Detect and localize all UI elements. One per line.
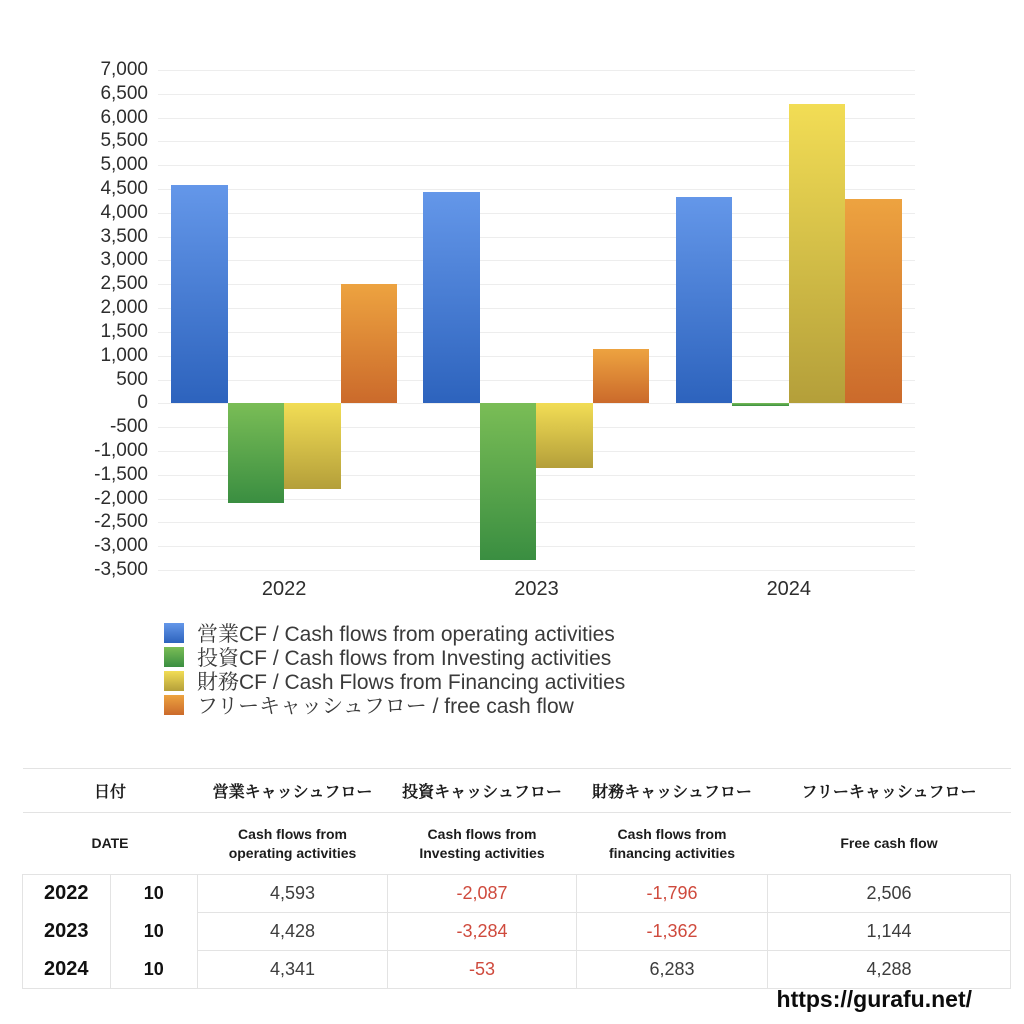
bar-group-2022 — [158, 70, 410, 570]
y-axis-tick-label: 0 — [137, 392, 148, 414]
legend-label: 財務CF / Cash Flows from Financing activities — [197, 671, 626, 694]
bar — [593, 349, 650, 403]
table-header-jp: 投資キャッシュフロー — [388, 769, 577, 813]
cell-value: 6,283 — [577, 951, 768, 989]
y-axis-tick-label: 3,500 — [100, 225, 148, 247]
site-url: https://gurafu.net/ — [776, 986, 972, 1012]
y-axis-labels — [0, 59, 148, 580]
y-axis-tick-label: 1,500 — [100, 320, 148, 342]
bar — [480, 403, 537, 559]
legend-item — [164, 693, 625, 717]
y-axis-tick-label: -1,500 — [94, 463, 148, 485]
x-axis-tick-label: 2023 — [514, 578, 559, 600]
cell-value: 4,341 — [198, 951, 388, 989]
cell-month: 10 — [110, 875, 198, 913]
table-header-en: Free cash flow — [768, 813, 1011, 875]
y-axis-tick-label: -3,000 — [94, 535, 148, 557]
cell-month: 10 — [110, 913, 198, 951]
y-axis-tick-label: -1,000 — [94, 439, 148, 461]
bar — [423, 192, 480, 403]
y-axis-tick-label: -2,000 — [94, 487, 148, 509]
y-axis-tick-label: 5,000 — [100, 154, 148, 176]
y-axis-tick-label: 500 — [116, 368, 148, 390]
bar — [171, 185, 228, 404]
legend-label: フリーキャッシュフロー / free cash flow — [197, 695, 574, 718]
bar — [284, 403, 341, 489]
cell-value: 4,428 — [198, 913, 388, 951]
cell-value: -1,796 — [577, 875, 768, 913]
y-axis-tick-label: -2,500 — [94, 511, 148, 533]
chart-legend — [164, 621, 625, 717]
legend-swatch-icon — [164, 647, 184, 667]
y-axis-tick-label: 6,500 — [100, 82, 148, 104]
table-header-jp: 営業キャッシュフロー — [198, 769, 388, 813]
y-axis-tick-label: 1,000 — [100, 344, 148, 366]
table-row — [23, 875, 1011, 913]
cell-year: 2024 — [23, 951, 111, 989]
cell-value: -3,284 — [388, 913, 577, 951]
y-axis-tick-label: 2,500 — [100, 273, 148, 295]
table-header-en: DATE — [23, 813, 198, 875]
bar-group-2024 — [663, 70, 915, 570]
legend-swatch-icon — [164, 695, 184, 715]
y-axis-tick-label: 2,000 — [100, 297, 148, 319]
legend-label: 投資CF / Cash flows from Investing activities — [197, 647, 612, 670]
cell-year: 2023 — [23, 913, 111, 951]
legend-label: 営業CF / Cash flows from operating activities — [197, 623, 615, 646]
y-axis-tick-label: -500 — [109, 416, 148, 438]
y-axis-tick-label: 4,500 — [100, 178, 148, 200]
cell-value: 4,288 — [768, 951, 1011, 989]
y-axis-tick-label: 6,000 — [100, 106, 148, 128]
table-row — [23, 913, 1011, 951]
table-row — [23, 951, 1011, 989]
y-axis-tick-label: 3,000 — [100, 249, 148, 271]
cell-value: -1,362 — [577, 913, 768, 951]
y-axis-tick-label: 7,000 — [100, 59, 148, 80]
table-header-jp: 日付 — [23, 769, 198, 813]
cell-month: 10 — [110, 951, 198, 989]
bar — [845, 199, 902, 403]
table-header-jp: フリーキャッシュフロー — [768, 769, 1011, 813]
cell-value: 2,506 — [768, 875, 1011, 913]
table-header-en: Cash flows from operating activities — [198, 813, 388, 875]
cell-year: 2022 — [23, 875, 111, 913]
bar — [341, 284, 398, 403]
table-header-en: Cash flows from financing activities — [577, 813, 768, 875]
table-header-en: Cash flows from Investing activities — [388, 813, 577, 875]
plot-area — [158, 70, 915, 570]
bar — [676, 197, 733, 404]
bar — [536, 403, 593, 468]
cash-flow-table — [22, 768, 1011, 989]
x-axis-tick-label: 2024 — [766, 578, 812, 600]
bar-group-2023 — [410, 70, 662, 570]
cell-value: 4,593 — [198, 875, 388, 913]
y-axis-tick-label: 4,000 — [100, 201, 148, 223]
bar — [228, 403, 285, 502]
table-header-jp: 財務キャッシュフロー — [577, 769, 768, 813]
legend-swatch-icon — [164, 671, 184, 691]
cell-value: -2,087 — [388, 875, 577, 913]
bar — [732, 403, 789, 406]
gridline — [158, 570, 915, 571]
cell-value: -53 — [388, 951, 577, 989]
cell-value: 1,144 — [768, 913, 1011, 951]
bar — [789, 104, 846, 403]
legend-swatch-icon — [164, 623, 184, 643]
y-axis-tick-label: 5,500 — [100, 130, 148, 152]
y-axis-tick-label: -3,500 — [94, 559, 148, 580]
x-axis-tick-label: 2022 — [261, 578, 307, 600]
